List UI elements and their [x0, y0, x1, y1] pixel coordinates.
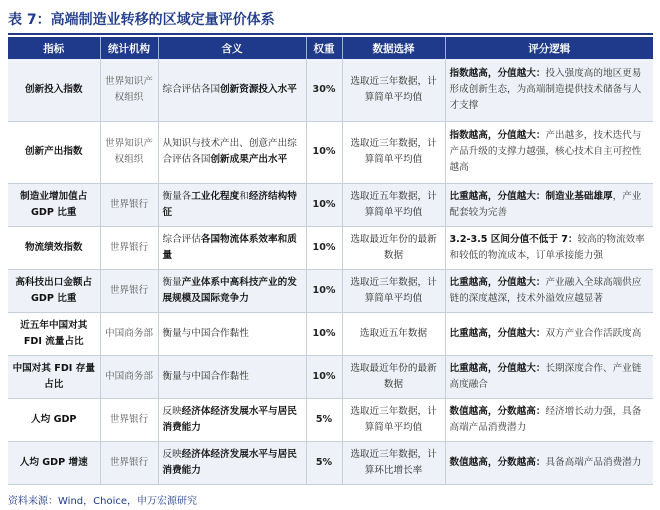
- meaning-highlight: 创新资源投入水平: [220, 83, 297, 95]
- meaning-highlight: 经济体经济发展水平与居民消费能力: [162, 405, 297, 433]
- logic-highlight: 制造业基础雄厚: [545, 190, 613, 202]
- logic-highlight: 3.2-3.5 区间分值不低于 7：: [449, 233, 578, 245]
- meaning-cell: [158, 441, 306, 484]
- scoring-logic-cell: [445, 226, 653, 269]
- meaning-text: 综合评估: [162, 233, 201, 245]
- table-row: [8, 226, 653, 269]
- logic-text: 产业融入全球高端供应链的深度越深，技术外溢效应越显著: [449, 276, 642, 304]
- org-cell: 世界知识产权组织: [100, 59, 158, 121]
- logic-text: 长期深度合作、产业链高度融合: [449, 362, 642, 390]
- meaning-cell: [158, 183, 306, 226]
- indicator-cell: 高科技出口金额占 GDP 比重: [8, 269, 100, 312]
- table-title: 表 7：高端制造业转移的区域定量评价体系: [8, 12, 275, 28]
- meaning-cell: [158, 59, 306, 121]
- meaning-text: 衡量各: [162, 190, 192, 202]
- data-selection-cell: 选取近三年数据，计算简单平均值: [342, 398, 445, 441]
- weight-cell: 10%: [306, 121, 342, 183]
- org-cell: 世界知识产权组织: [100, 121, 158, 183]
- data-selection-cell: 选取近五年数据，计算简单平均值: [342, 183, 445, 226]
- meaning-cell: [158, 121, 306, 183]
- logic-highlight: 指数越高，分值越大：: [449, 130, 546, 141]
- indicator-cell: 人均 GDP: [8, 398, 100, 441]
- org-cell: 世界银行: [100, 441, 158, 484]
- meaning-cell: [158, 312, 306, 355]
- meaning-highlight: 工业化程度: [191, 190, 240, 202]
- weight-cell: 10%: [306, 312, 342, 355]
- data-selection-cell: 选取最近年份的最新数据: [342, 355, 445, 398]
- logic-highlight: 指数越高，分值越大：: [449, 67, 546, 79]
- meaning-highlight: 创新成果产出水平: [210, 154, 288, 165]
- scoring-logic-cell: [445, 59, 653, 121]
- table-row: [8, 59, 653, 121]
- scoring-logic-cell: [445, 121, 653, 183]
- logic-highlight: 比重越高，分值越大：: [449, 276, 546, 288]
- meaning-text: 衡量与中国合作黏性: [162, 370, 249, 382]
- scoring-logic-cell: [445, 398, 653, 441]
- weight-cell: 10%: [306, 355, 342, 398]
- logic-text: 具备高端产品消费潜力: [545, 456, 642, 468]
- meaning-text: 衡量: [162, 276, 182, 288]
- table-row: [8, 183, 653, 226]
- indicator-cell: 近五年中国对其 FDI 流量占比: [8, 312, 100, 355]
- indicator-cell: 物流绩效指数: [8, 226, 100, 269]
- table-row: [8, 269, 653, 312]
- org-cell: 中国商务部: [100, 312, 158, 355]
- data-selection-cell: 选取近三年数据，计算环比增长率: [342, 441, 445, 484]
- logic-highlight: 比重越高，分值越大：: [449, 190, 546, 202]
- weight-cell: 5%: [306, 441, 342, 484]
- weight-cell: 5%: [306, 398, 342, 441]
- data-selection-cell: 选取最近年份的最新数据: [342, 226, 445, 269]
- weight-cell: 30%: [306, 59, 342, 121]
- scoring-logic-cell: [445, 312, 653, 355]
- weight-cell: 10%: [306, 269, 342, 312]
- meaning-highlight: 产业体系中高科技产业的发展规模及国际竞争力: [162, 276, 297, 304]
- meaning-cell: [158, 398, 306, 441]
- table-header-row: [8, 37, 653, 59]
- meaning-cell: [158, 355, 306, 398]
- logic-text: 双方产业合作活跃度高: [545, 327, 642, 339]
- header-data-selection: 数据选择: [342, 37, 445, 59]
- meaning-highlight: 各国物流体系效率和质量: [162, 233, 297, 261]
- indicator-cell: 人均 GDP 增速: [8, 441, 100, 484]
- logic-text: 较高的物流效率和较低的物流成本，订单承接能力强: [449, 233, 645, 261]
- meaning-text: 反映: [162, 448, 182, 460]
- meaning-text: 衡量与中国合作黏性: [162, 327, 249, 339]
- scoring-logic-cell: [445, 355, 653, 398]
- logic-highlight: 数值越高，分数越高：: [449, 456, 546, 468]
- header-weight: 权重: [306, 37, 342, 59]
- scoring-logic-cell: [445, 441, 653, 484]
- table-row: [8, 121, 653, 183]
- org-cell: 世界银行: [100, 183, 158, 226]
- meaning-highlight: 经济结构特征: [162, 190, 297, 218]
- logic-highlight: 比重越高，分值越大：: [449, 327, 546, 339]
- table-row: [8, 441, 653, 484]
- data-selection-cell: 选取近三年数据，计算简单平均值: [342, 121, 445, 183]
- meaning-text: 反映: [162, 405, 182, 417]
- title-rule: [8, 33, 653, 35]
- logic-text: 产出越多，技术迭代与产品升级的支撑力越强，核心技术自主可控性越高: [449, 130, 642, 173]
- evaluation-table: [8, 37, 653, 485]
- meaning-cell: [158, 226, 306, 269]
- indicator-cell: 中国对其 FDI 存量占比: [8, 355, 100, 398]
- table-row: [8, 398, 653, 441]
- header-org: 统计机构: [100, 37, 158, 59]
- org-cell: 世界银行: [100, 226, 158, 269]
- logic-text: ，产业配套较为完善: [449, 190, 642, 218]
- meaning-highlight: 经济体经济发展水平与居民消费能力: [162, 448, 297, 476]
- org-cell: 世界银行: [100, 269, 158, 312]
- source-note: 资料来源：Wind，Choice，申万宏源研究: [8, 496, 197, 507]
- data-selection-cell: 选取近三年数据，计算简单平均值: [342, 269, 445, 312]
- logic-text: 投入强度高的地区更易形成创新生态，为高端制造提供技术储备与人才支撑: [449, 67, 642, 111]
- logic-highlight: 数值越高，分数越高：: [449, 405, 546, 417]
- meaning-text: 和: [239, 190, 249, 202]
- header-indicator: 指标: [8, 37, 100, 59]
- data-selection-cell: 选取近五年数据: [342, 312, 445, 355]
- meaning-cell: [158, 269, 306, 312]
- org-cell: 中国商务部: [100, 355, 158, 398]
- header-meaning: 含义: [158, 37, 306, 59]
- logic-highlight: 比重越高，分值越大：: [449, 362, 546, 374]
- indicator-cell: 创新产出指数: [8, 121, 100, 183]
- logic-text: 经济增长动力强，具备高端产品消费潜力: [449, 405, 642, 433]
- weight-cell: 10%: [306, 226, 342, 269]
- meaning-text: 从知识与技术产出、创意产出综合评估各国: [162, 138, 297, 165]
- weight-cell: 10%: [306, 183, 342, 226]
- header-scoring-logic: 评分逻辑: [445, 37, 653, 59]
- scoring-logic-cell: [445, 183, 653, 226]
- scoring-logic-cell: [445, 269, 653, 312]
- meaning-text: 综合评估各国: [162, 83, 221, 95]
- org-cell: 世界银行: [100, 398, 158, 441]
- indicator-cell: 创新投入指数: [8, 59, 100, 121]
- table-row: [8, 312, 653, 355]
- data-selection-cell: 选取近三年数据，计算简单平均值: [342, 59, 445, 121]
- indicator-cell: 制造业增加值占 GDP 比重: [8, 183, 100, 226]
- table-row: [8, 355, 653, 398]
